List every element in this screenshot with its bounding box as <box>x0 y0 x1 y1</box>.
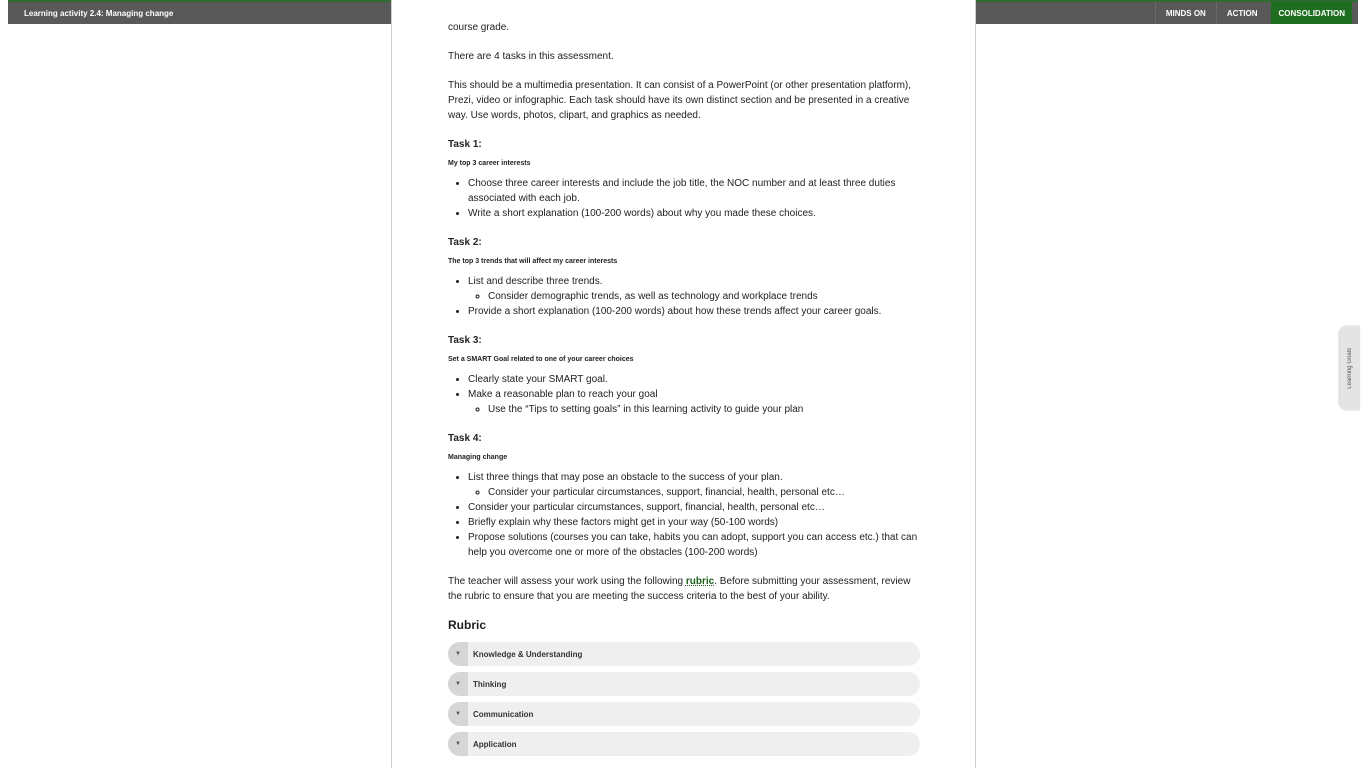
rubric-accordion-knowledge[interactable] <box>448 642 920 666</box>
rubric-heading: Rubric <box>448 618 487 632</box>
accordion-label: Application <box>473 739 517 749</box>
list-item: • Write a short explanation (100-200 words) about why you made these choices. <box>468 206 920 221</box>
grade-text: course grade. <box>448 22 510 33</box>
list-item-text: Make a reasonable plan to reach your goal <box>468 389 658 400</box>
assessment-text-after: . Before submitting your assessment, review the rubric to ensure that you are meeting the success criteria to the best of your ability. <box>448 576 911 602</box>
list-item: • Provide a short explanation (100-200 words) about how these trends affect your career goals. <box>468 304 920 319</box>
nested-list-item: ◦ Consider demographic trends, as well as technology and workplace trends <box>488 289 920 304</box>
task-2-subheading: The top 3 trends that will affect my career interests <box>448 258 618 265</box>
task-4-subheading: Managing change <box>448 454 508 461</box>
task-2-heading: Task 2: <box>448 237 482 248</box>
list-item-text: List and describe three trends. <box>468 276 603 287</box>
list-item <box>468 470 920 500</box>
task-2-list <box>468 274 920 319</box>
task-1-subheading: My top 3 career interests <box>448 160 531 167</box>
nested-list-item: ◦ Use the “Tips to setting goals” in this learning activity to guide your plan <box>488 402 920 417</box>
caret-down-icon: ▼ <box>448 642 468 666</box>
task-4-heading: Task 4: <box>448 433 482 444</box>
section-nav <box>1155 2 1358 24</box>
accordion-label: Communication <box>473 709 534 719</box>
list-item: • Choose three career interests and include the job title, the NOC number and at least three duties associated with each job. <box>468 176 920 206</box>
task-4-list <box>468 470 920 560</box>
nested-list-item: ◦ Consider your particular circumstances, support, financial, health, personal etc… <box>488 485 920 500</box>
list-item: • Clearly state your SMART goal. <box>468 372 920 387</box>
assessment-text-before: The teacher will assess your work using the following <box>448 576 686 587</box>
list-item: • Consider your particular circumstances, support, financial, health, personal etc… <box>468 500 920 515</box>
rubric-link[interactable]: rubric <box>685 576 715 587</box>
accordion-label: Thinking <box>473 679 507 689</box>
rubric-accordion-thinking[interactable] <box>448 672 920 696</box>
list-item: • Briefly explain why these factors might get in your way (50-100 words) <box>468 515 920 530</box>
rubric-accordion-communication[interactable] <box>448 702 920 726</box>
learning-goals-side-tab[interactable] <box>1340 326 1360 410</box>
activity-title: Learning activity 2.4: Managing change <box>24 8 174 18</box>
side-tab-label: Learning Goals <box>1347 347 1353 389</box>
caret-down-icon: ▼ <box>448 702 468 726</box>
presentation-text: This should be a multimedia presentation. It can consist of a PowerPoint (or other presentation platform), Prezi, video or infographic. Each task should have its own distinct section and be presented in a creative way. Use words, photos, clipart, and graphics as needed. <box>448 80 912 121</box>
task-3-list <box>468 372 920 417</box>
content-panel <box>391 0 976 768</box>
content-body <box>448 20 920 762</box>
tasks-count-text: There are 4 tasks in this assessment. <box>448 51 614 62</box>
rubric-accordion-application[interactable] <box>448 732 920 756</box>
nav-minds-on[interactable]: MINDS ON <box>1155 2 1216 24</box>
caret-down-icon: ▼ <box>448 732 468 756</box>
accordion-label: Knowledge & Understanding <box>473 649 583 659</box>
list-item-text: List three things that may pose an obstacle to the success of your plan. <box>468 472 783 483</box>
task-3-heading: Task 3: <box>448 335 482 346</box>
task-1-heading: Task 1: <box>448 139 482 150</box>
caret-down-icon: ▼ <box>448 672 468 696</box>
task-3-subheading: Set a SMART Goal related to one of your career choices <box>448 356 634 363</box>
list-item: • Propose solutions (courses you can take, habits you can adopt, support you can access etc.) that can help you overcome one or more of the obstacles (100-200 words) <box>468 530 920 560</box>
list-item <box>468 387 920 417</box>
assessment-text <box>448 574 920 604</box>
nav-action[interactable]: ACTION <box>1216 2 1268 24</box>
task-1-list <box>468 176 920 221</box>
nav-consolidation[interactable]: CONSOLIDATION <box>1271 2 1352 24</box>
list-item <box>468 274 920 304</box>
